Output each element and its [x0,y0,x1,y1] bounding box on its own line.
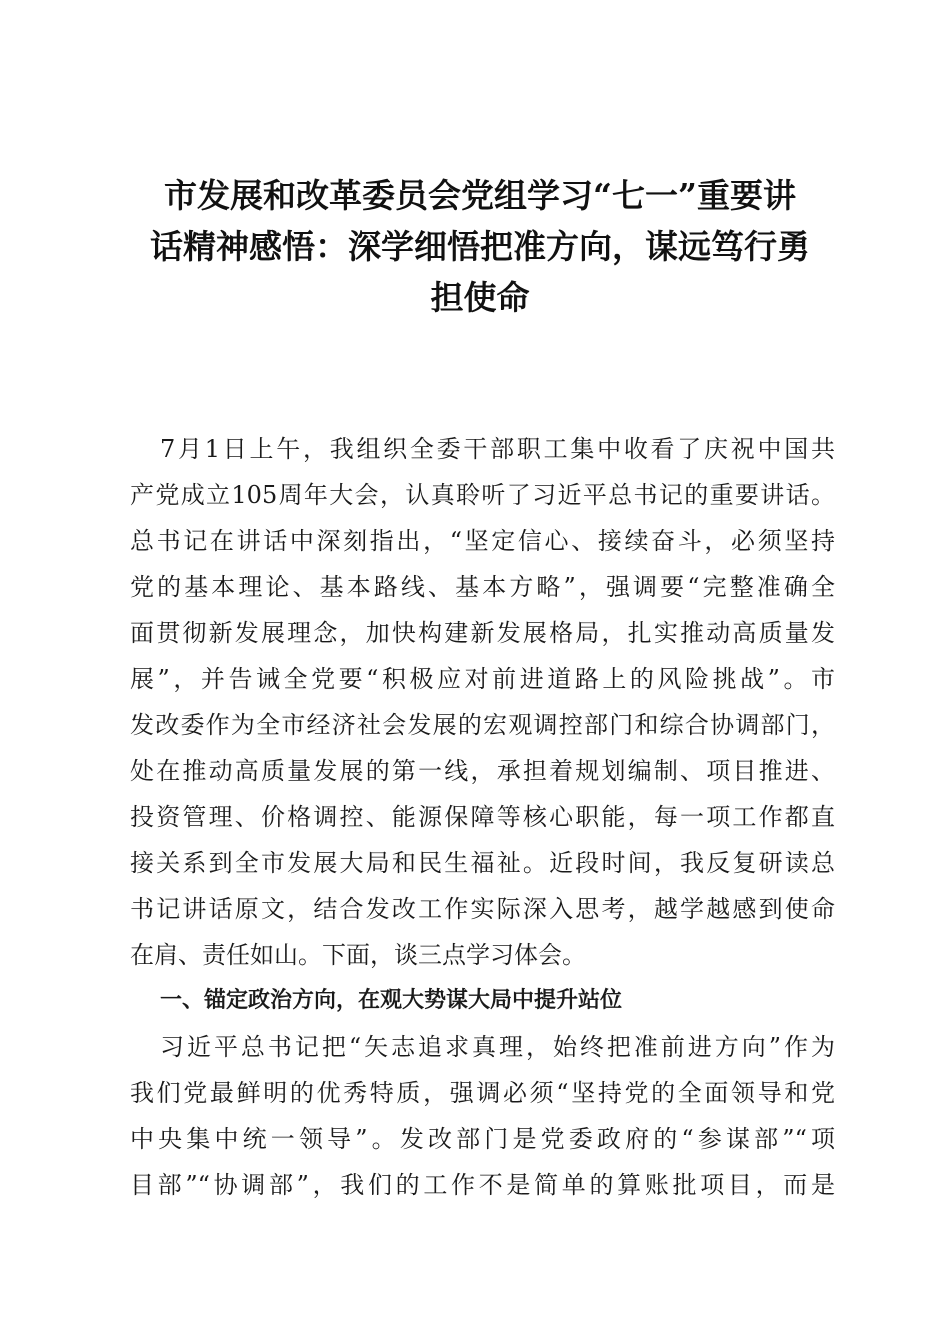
document-title [110,170,850,323]
text-line: 产党成立105周年大会，认真聆听了习近平总书记的重要讲话。 [130,481,835,509]
paragraph-2 [130,1024,835,1208]
text-line: 总书记在讲话中深刻指出，“坚定信心、接续奋斗，必须坚持 [130,527,835,555]
title-line: 市发展和改革委员会党组学习“七一”重要讲 [164,176,796,215]
text-line: 书记讲话原文，结合发改工作实际深入思考，越学越感到使命 [130,895,835,923]
paragraph-1 [130,426,835,978]
text-line: 7月1日上午，我组织全委干部职工集中收看了庆祝中国共 [160,435,835,463]
text-line: 发改委作为全市经济社会发展的宏观调控部门和综合协调部门， [130,711,835,739]
text-line: 党的基本理论、基本路线、基本方略”，强调要“完整准确全 [130,573,835,601]
section-heading: 一、锚定政治方向，在观大势谋大局中提升站位 [160,988,623,1013]
text-line: 接关系到全市发展大局和民生福祉。近段时间，我反复研读总 [130,849,835,877]
text-line: 投资管理、价格调控、能源保障等核心职能，每一项工作都直 [130,803,835,831]
text-line: 我们党最鲜明的优秀特质，强调必须“坚持党的全面领导和党 [130,1079,835,1107]
title-line: 话精神感悟：深学细悟把准方向，谋远笃行勇 [150,227,810,266]
title-line: 担使命 [430,278,530,317]
text-line: 中央集中统一领导”。发改部门是党委政府的“参谋部”“项 [130,1125,835,1153]
text-line: 展”，并告诫全党要“积极应对前进道路上的风险挑战”。市 [130,665,835,693]
text-line: 处在推动高质量发展的第一线，承担着规划编制、项目推进、 [130,757,835,785]
document-body [130,426,835,1208]
text-line: 目部”“协调部”，我们的工作不是简单的算账批项目，而是 [130,1171,835,1199]
text-line: 习近平总书记把“矢志追求真理，始终把准前进方向”作为 [160,1033,835,1061]
text-line: 在肩、责任如山。下面，谈三点学习体会。 [130,941,586,969]
text-line: 面贯彻新发展理念，加快构建新发展格局，扎实推动高质量发 [130,619,835,647]
